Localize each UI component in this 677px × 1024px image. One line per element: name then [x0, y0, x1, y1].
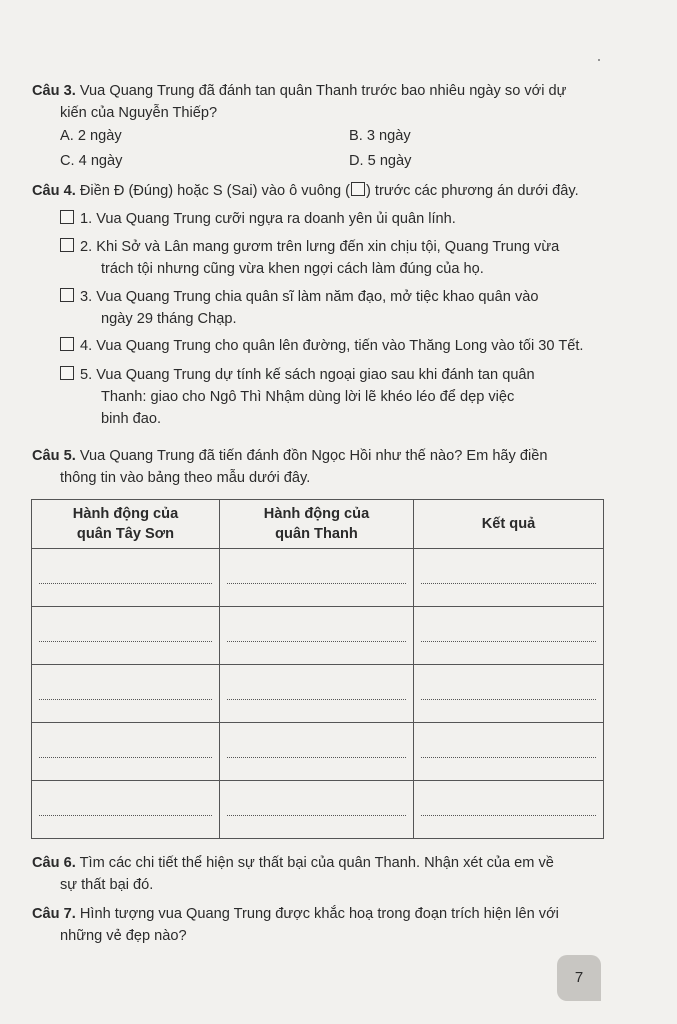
question-4 — [32, 180, 607, 202]
table-cell[interactable] — [414, 665, 604, 723]
question-7-line1: Hình tượng vua Quang Trung được khắc hoạ trong đoạn trích hiện lên với — [79, 906, 559, 922]
statement-3-line2: ngày 29 tháng Chạp. — [101, 311, 237, 327]
question-5-line1: Vua Quang Trung đã tiến đánh đồn Ngọc Hồi như thế nào? Em hãy điền — [79, 448, 548, 464]
table-row — [32, 549, 604, 607]
table-cell[interactable] — [32, 665, 220, 723]
table-cell[interactable] — [414, 549, 604, 607]
statement-3-line1: 3. Vua Quang Trung chia quân sĩ làm năm đạo, mở tiệc khao quân vào — [80, 289, 539, 305]
statement-2 — [60, 236, 605, 280]
question-5 — [32, 445, 607, 489]
option-a: A. 2 ngày — [60, 128, 122, 144]
table-cell[interactable] — [414, 723, 604, 781]
table-cell[interactable] — [220, 665, 414, 723]
table-row — [32, 607, 604, 665]
question-6-line2: sự thất bại đó. — [60, 877, 154, 893]
question-3-label: Câu 3. — [32, 83, 76, 99]
statement-3 — [60, 286, 605, 330]
option-d: D. 5 ngày — [349, 153, 412, 169]
table-cell[interactable] — [32, 723, 220, 781]
inline-square-icon — [351, 182, 365, 196]
table-cell[interactable] — [220, 781, 414, 839]
table-row — [32, 665, 604, 723]
statement-2-line2: trách tội nhưng cũng vừa khen ngợi cách làm đúng của họ. — [101, 261, 484, 277]
table-cell[interactable] — [414, 607, 604, 665]
statement-4-line1: 4. Vua Quang Trung cho quân lên đường, tiến vào Thăng Long vào tối 30 Tết. — [80, 338, 584, 354]
question-5-line2: thông tin vào bảng theo mẫu dưới đây. — [60, 470, 311, 486]
table-cell[interactable] — [220, 549, 414, 607]
statement-2-line1: 2. Khi Sở và Lân mang gươm trên lưng đến xin chịu tội, Quang Trung vừa — [80, 239, 560, 255]
answer-table — [31, 499, 604, 839]
question-6-label: Câu 6. — [32, 855, 76, 871]
question-7-label: Câu 7. — [32, 906, 76, 922]
header-thanh-actions: Hành động của quân Thanh — [220, 500, 414, 549]
question-4-text-before: Điền Đ (Đúng) hoặc S (Sai) vào ô vuông ( — [79, 183, 350, 199]
print-speck — [598, 59, 600, 61]
page-number: 7 — [557, 955, 601, 1001]
answer-checkbox-1[interactable] — [60, 210, 74, 224]
statement-1 — [60, 208, 605, 230]
answer-checkbox-3[interactable] — [60, 288, 74, 302]
question-6-line1: Tìm các chi tiết thể hiện sự thất bại của quân Thanh. Nhận xét của em về — [79, 855, 554, 871]
answer-checkbox-4[interactable] — [60, 337, 74, 351]
question-4-text-after: ) trước các phương án dưới đây. — [365, 183, 579, 199]
question-6 — [32, 852, 607, 896]
table-header-row — [32, 500, 604, 549]
statement-4 — [60, 335, 605, 357]
header-result: Kết quả — [414, 500, 604, 549]
statement-5 — [60, 364, 605, 430]
table-cell[interactable] — [32, 549, 220, 607]
header-tay-son-actions: Hành động của quân Tây Sơn — [32, 500, 220, 549]
question-3-line2: kiến của Nguyễn Thiếp? — [60, 105, 218, 121]
table-row — [32, 781, 604, 839]
table-cell[interactable] — [32, 607, 220, 665]
question-4-label: Câu 4. — [32, 183, 76, 199]
table-cell[interactable] — [220, 723, 414, 781]
statement-5-line1: 5. Vua Quang Trung dự tính kế sách ngoại giao sau khi đánh tan quân — [80, 367, 535, 383]
option-b: B. 3 ngày — [349, 128, 411, 144]
question-7 — [32, 903, 607, 947]
statement-5-line3: binh đao. — [101, 411, 162, 427]
question-5-label: Câu 5. — [32, 448, 76, 464]
question-3 — [32, 80, 607, 124]
table-row — [32, 723, 604, 781]
answer-checkbox-2[interactable] — [60, 238, 74, 252]
table-cell[interactable] — [414, 781, 604, 839]
statement-1-line1: 1. Vua Quang Trung cưỡi ngựa ra doanh yên ủi quân lính. — [80, 211, 456, 227]
question-7-line2: những vẻ đẹp nào? — [60, 928, 187, 944]
option-c: C. 4 ngày — [60, 153, 123, 169]
statement-5-line2: Thanh: giao cho Ngô Thì Nhậm dùng lời lẽ khéo léo để dẹp việc — [101, 389, 515, 405]
question-3-line1: Vua Quang Trung đã đánh tan quân Thanh trước bao nhiêu ngày so với dự — [79, 83, 567, 99]
table-cell[interactable] — [220, 607, 414, 665]
table-cell[interactable] — [32, 781, 220, 839]
answer-checkbox-5[interactable] — [60, 366, 74, 380]
